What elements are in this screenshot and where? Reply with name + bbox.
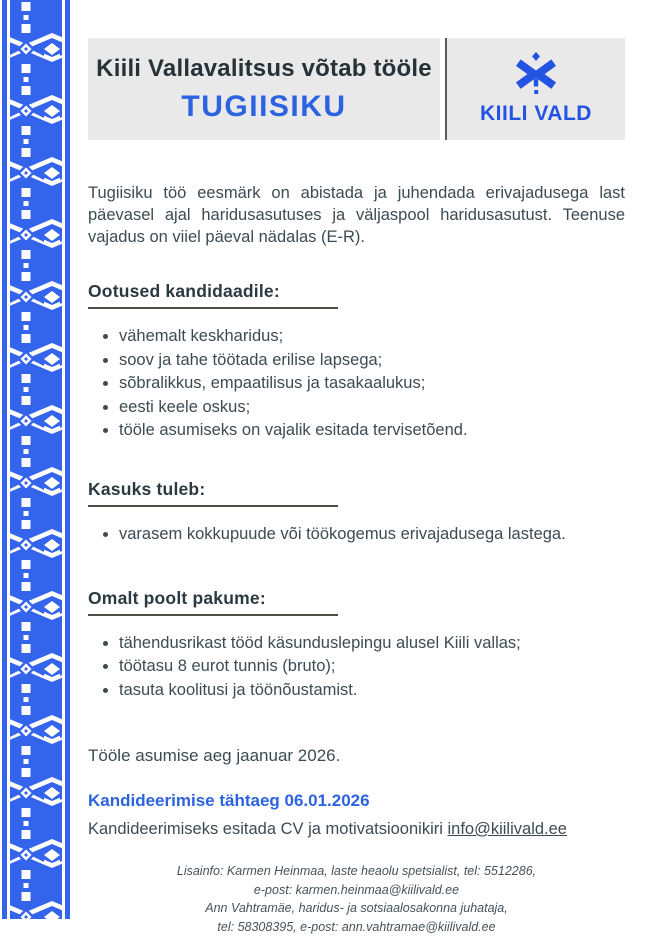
section-heading: Ootused kandidaadile: xyxy=(88,281,280,302)
content xyxy=(88,0,625,935)
section-underline xyxy=(88,505,338,507)
contact-line: Lisainfo: Karmen Heinmaa, laste heaolu spetsialist, tel: 5512286, xyxy=(176,863,537,878)
dragonfly-logo-icon xyxy=(507,52,565,98)
list-item: • varasem kokkupuude või töökogemus erivajadusega lastega. xyxy=(119,524,625,546)
list-item: • vähemalt keskharidus; xyxy=(119,326,625,348)
start-date-line: Tööle asumise aeg jaanuar 2026. xyxy=(88,745,341,765)
apply-email-link[interactable]: info@kiilivald.ee xyxy=(447,819,567,838)
folk-pattern-border xyxy=(0,0,70,919)
list-item: • soov ja tahe töötada erilise lapsega; xyxy=(119,350,625,372)
section-advantages xyxy=(88,479,625,546)
section-underline xyxy=(88,307,338,309)
intro-paragraph: Tugiisiku töö eesmärk on abistada ja juhendada erivajadusega last päevasel ajal haridusasutuses ja väljaspool haridusasutust. Teenuse vajadus on viiel päeval nädalas (E-R). xyxy=(88,184,625,247)
header xyxy=(88,38,625,140)
list-item: • tähendusrikast tööd käsunduslepingu alusel Kiili vallas; xyxy=(119,633,625,655)
list-item: • tööle asumiseks on vajalik esitada tervisetõend. xyxy=(119,420,625,442)
apply-line-text: Kandideerimiseks esitada CV ja motivatsioonikiri xyxy=(88,819,448,838)
contact-info xyxy=(88,862,625,937)
contact-line: e-post: karmen.heinmaa@kiilivald.ee xyxy=(253,882,460,897)
position-title: TUGIISIKU xyxy=(181,89,347,123)
list-item: • eesti keele oskus; xyxy=(119,397,625,419)
folk-pattern-icon xyxy=(0,0,70,919)
list-item: • sõbralikkus, empaatilisus ja tasakaalukus; xyxy=(119,373,625,395)
section-expectations xyxy=(88,281,625,442)
list-item: • tasuta koolitusi ja töönõustamist. xyxy=(119,680,625,702)
title-box xyxy=(88,38,440,140)
expectations-list xyxy=(88,326,625,442)
advantages-list xyxy=(88,524,625,546)
section-heading: Kasuks tuleb: xyxy=(88,479,206,500)
employer-title: Kiili Vallavalitsus võtab tööle xyxy=(96,54,432,82)
section-underline xyxy=(88,614,338,616)
list-item: • töötasu 8 eurot tunnis (bruto); xyxy=(119,656,625,678)
section-offer xyxy=(88,588,625,702)
section-heading: Omalt poolt pakume: xyxy=(88,587,266,608)
contact-line: Ann Vahtramäe, haridus- ja sotsiaalosakonna juhataja, xyxy=(205,901,508,916)
deadline-line: Kandideerimise tähtaeg 06.01.2026 xyxy=(88,790,370,810)
apply-line xyxy=(88,820,625,839)
offer-list xyxy=(88,633,625,702)
logo-text: KIILI VALD xyxy=(480,102,592,125)
logo-box xyxy=(447,38,625,140)
contact-line: tel: 58308395, e-post: ann.vahtramae@kiilivald.ee xyxy=(217,920,496,935)
